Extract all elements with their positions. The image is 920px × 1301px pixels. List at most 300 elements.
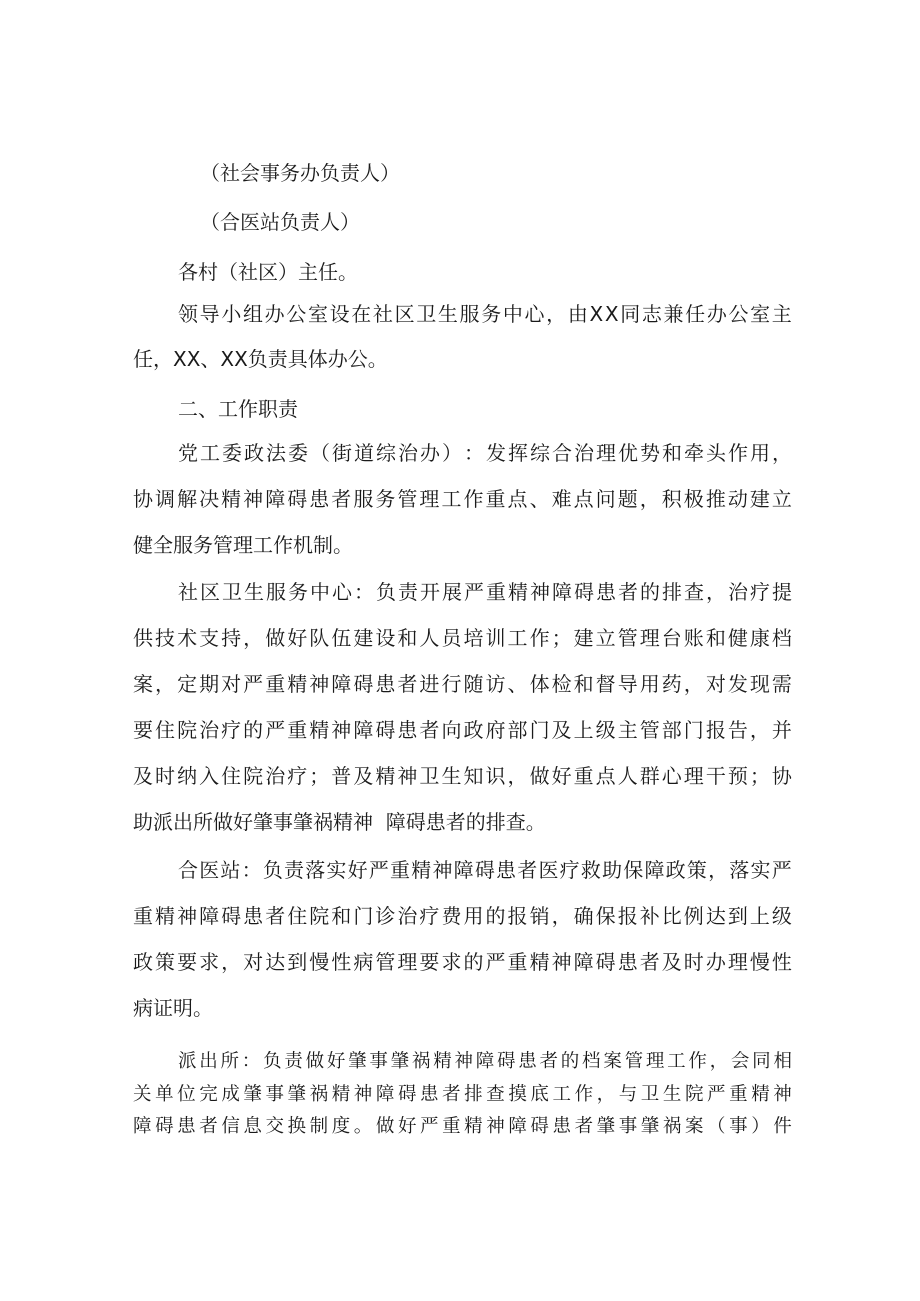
text-char: 事 xyxy=(265,1084,284,1105)
text-char: 重 xyxy=(265,672,286,696)
text-char: ： xyxy=(241,858,262,882)
text-char: 工 xyxy=(667,1051,686,1072)
text-char: 例 xyxy=(683,904,704,928)
text-char: 需 xyxy=(771,672,792,696)
text-char: 神 xyxy=(397,764,418,788)
text-char: 、 xyxy=(529,487,550,511)
text-char: 者 xyxy=(199,1116,218,1137)
text-char: 在 xyxy=(351,302,372,326)
text-char: 负 xyxy=(262,858,283,882)
text-char: 健 xyxy=(727,626,748,650)
text-char: 理 xyxy=(683,764,704,788)
text-char: 精 xyxy=(155,904,176,928)
text-char: 挥 xyxy=(508,441,528,465)
text-char: 卫 xyxy=(416,302,437,326)
text-char: 救 xyxy=(580,858,601,882)
text-char: 患 xyxy=(309,487,330,511)
text-char: 策 xyxy=(686,858,707,882)
text-char: 严 xyxy=(420,1116,439,1137)
text-char: 者 xyxy=(618,580,638,604)
text-char: 志 xyxy=(641,302,662,326)
text-char: 底 xyxy=(530,1084,549,1105)
text-char: 积 xyxy=(661,487,682,511)
text-char: 点 xyxy=(573,487,594,511)
text-line-justified xyxy=(178,1045,792,1079)
text-char: 府 xyxy=(485,718,506,742)
text-char: 好 xyxy=(397,1116,417,1137)
text-char: 祸 xyxy=(411,1051,431,1072)
text-char: 精 xyxy=(287,672,308,696)
text-char: 严 xyxy=(243,672,264,696)
text-char: 神 xyxy=(331,718,352,742)
text-char: 作 xyxy=(463,487,484,511)
text-char: 政 xyxy=(665,858,686,882)
text-char: 肇 xyxy=(640,1116,660,1137)
text-char: 识 xyxy=(485,764,506,788)
text-char: 负 xyxy=(376,580,396,604)
text-char: 队 xyxy=(309,626,330,650)
text-char: 诊 xyxy=(375,904,396,928)
text-char: 同 xyxy=(620,302,641,326)
text-char: 社 xyxy=(372,302,393,326)
text-char: 伍 xyxy=(331,626,352,650)
text-char: 理 xyxy=(727,950,748,974)
text-char: 管 xyxy=(617,626,638,650)
text-char: 问 xyxy=(595,487,616,511)
text-line-justified xyxy=(133,621,792,655)
text-char: ， xyxy=(772,441,792,465)
text-char: 及 xyxy=(551,718,572,742)
text-char: 重 xyxy=(390,858,411,882)
text-char: 作 xyxy=(529,626,550,650)
text-char: 动 xyxy=(727,487,748,511)
text-char: 慢 xyxy=(749,950,770,974)
text-char: 好 xyxy=(287,626,308,650)
text-char: 事 xyxy=(729,1116,748,1137)
text-char: ， xyxy=(243,626,264,650)
text-line-justified xyxy=(133,713,792,747)
text-char: 碍 xyxy=(397,1084,417,1105)
text-char: 档 xyxy=(582,1051,601,1072)
text-char: 管 xyxy=(624,1051,644,1072)
text-char: 报 xyxy=(705,718,726,742)
text-char: 提 xyxy=(772,580,792,604)
text-char: 求 xyxy=(441,950,462,974)
text-char: 级 xyxy=(771,904,792,928)
text-char: 立 xyxy=(595,626,616,650)
text-char: 好 xyxy=(326,1051,346,1072)
text-char: ： xyxy=(464,441,484,465)
text-char: 精 xyxy=(331,1084,351,1105)
text-char: 对 xyxy=(221,672,242,696)
text-char: 做 xyxy=(305,1051,325,1072)
text-char: 严 xyxy=(485,950,506,974)
text-char: 治 xyxy=(265,764,286,788)
text-char: 纳 xyxy=(177,764,198,788)
text-char: 祸 xyxy=(309,1084,329,1105)
text-char: 位 xyxy=(177,1084,196,1105)
text-char: ） xyxy=(751,1116,770,1137)
text-char: 上 xyxy=(573,718,594,742)
text-char: 卫 xyxy=(640,1084,660,1105)
text-char: 碍 xyxy=(353,672,374,696)
text-char: 患 xyxy=(420,1084,439,1105)
text-char: （ xyxy=(707,1116,726,1137)
text-char: 药 xyxy=(661,672,682,696)
text-char: 理 xyxy=(419,487,440,511)
text-char: 性 xyxy=(771,950,792,974)
text-char: 务 xyxy=(481,302,502,326)
text-char: 普 xyxy=(331,764,352,788)
text-char: 神 xyxy=(773,1084,792,1105)
text-char: 综 xyxy=(376,441,396,465)
text-char: 极 xyxy=(683,487,704,511)
text-line-justified xyxy=(133,899,792,933)
text-char: 神 xyxy=(309,672,330,696)
text-char: 设 xyxy=(375,626,396,650)
text-line-justified xyxy=(133,1110,792,1144)
text-char: 工 xyxy=(441,487,462,511)
text-char: 障 xyxy=(375,1084,395,1105)
text-line-justified xyxy=(178,575,792,609)
text-char: 障 xyxy=(133,1116,152,1137)
text-char: 碍 xyxy=(221,904,242,928)
text-char: 肇 xyxy=(243,1084,262,1105)
text-char: 调 xyxy=(155,487,176,511)
text-char: 出 xyxy=(199,1051,218,1072)
text-char: 重 xyxy=(287,718,308,742)
text-char: 账 xyxy=(683,626,704,650)
text-char: 小 xyxy=(221,302,242,326)
text-char: 责 xyxy=(284,1051,303,1072)
text-char: 重 xyxy=(486,580,506,604)
text-char: 案 xyxy=(603,1051,622,1072)
text-char: 神 xyxy=(454,1051,473,1072)
text-char: 者 xyxy=(331,487,352,511)
text-char: 党 xyxy=(178,441,198,465)
text-char: ， xyxy=(709,1051,729,1072)
text-char: 点 xyxy=(595,764,616,788)
text-line-justified xyxy=(178,297,792,331)
text-char: 费 xyxy=(441,904,462,928)
text-char: 要 xyxy=(133,718,153,742)
text-char: 主 xyxy=(617,718,638,742)
text-char: 员 xyxy=(441,626,462,650)
text-char: 台 xyxy=(661,626,682,650)
text-char: 事 xyxy=(618,1116,638,1137)
text-char: 患 xyxy=(375,672,396,696)
text-char: 门 xyxy=(353,904,374,928)
text-char: 办 xyxy=(420,441,440,465)
text-char: 医 xyxy=(199,858,220,882)
text-char: 度 xyxy=(331,1116,351,1137)
text-char: 用 xyxy=(639,672,660,696)
text-char: 的 xyxy=(243,718,264,742)
text-char: ； xyxy=(309,764,330,788)
text-char: 好 xyxy=(347,858,368,882)
text-char: 精 xyxy=(411,858,432,882)
text-char: 查 xyxy=(486,1084,505,1105)
text-char: 病 xyxy=(353,950,374,974)
text-char: 障 xyxy=(453,858,474,882)
text-char: 换 xyxy=(287,1116,307,1137)
text-char: 院 xyxy=(177,718,198,742)
text-char: 组 xyxy=(242,302,263,326)
text-char: ， xyxy=(221,950,242,974)
text-char: 设 xyxy=(329,302,350,326)
text-char: 工 xyxy=(200,441,220,465)
text-char: 重 xyxy=(133,904,153,928)
text-line-justified xyxy=(178,853,792,887)
text-char: 群 xyxy=(639,764,660,788)
text-char: 头 xyxy=(706,441,726,465)
text-char: 时 xyxy=(155,764,176,788)
text-char: 重 xyxy=(573,764,594,788)
text-char: 障 xyxy=(644,858,665,882)
text-char: 严 xyxy=(368,858,389,882)
text-char: 干 xyxy=(705,764,726,788)
text-char: 委 xyxy=(222,441,242,465)
text-char: 院 xyxy=(684,1084,704,1105)
text-char: 做 xyxy=(375,1116,395,1137)
text-char: 住 xyxy=(287,904,308,928)
text-char: 件 xyxy=(773,1116,792,1137)
text-char: 理 xyxy=(596,441,616,465)
text-char: 街 xyxy=(332,441,352,465)
text-char: 理 xyxy=(645,1051,665,1072)
text-char: 卫 xyxy=(419,764,440,788)
text-char: 相 xyxy=(773,1051,792,1072)
text-char: 责 xyxy=(284,858,305,882)
text-char: 求 xyxy=(199,950,220,974)
text-char: 重 xyxy=(729,1084,748,1105)
text-char: 和 xyxy=(662,441,682,465)
text-char: 住 xyxy=(221,764,242,788)
text-char: ， xyxy=(507,764,528,788)
text-char: 精 xyxy=(508,580,528,604)
text-char: 。 xyxy=(353,1116,373,1137)
text-char: 的 xyxy=(560,1051,580,1072)
text-char: 法 xyxy=(266,441,286,465)
text-char: 患 xyxy=(518,1051,537,1072)
text-char: 点 xyxy=(507,487,528,511)
text-char: 政 xyxy=(463,718,484,742)
text-char: 政 xyxy=(133,950,153,974)
text-char: 案 xyxy=(133,672,153,696)
text-char: 会 xyxy=(730,1051,750,1072)
text-char: 、 xyxy=(507,672,528,696)
text-char: 心 xyxy=(524,302,545,326)
text-char: 生 xyxy=(662,1084,682,1105)
text-char: 严 xyxy=(265,718,286,742)
text-char: 管 xyxy=(375,950,396,974)
text-char: 政 xyxy=(244,441,264,465)
text-char: 牵 xyxy=(684,441,704,465)
text-char: 障 xyxy=(573,950,594,974)
text-char: 到 xyxy=(287,950,308,974)
text-char: 患 xyxy=(552,1116,571,1137)
text-char: 做 xyxy=(265,626,286,650)
text-char: 精 xyxy=(464,1116,483,1137)
text-char: 治 xyxy=(398,441,418,465)
text-char: 治 xyxy=(728,580,748,604)
text-char: 检 xyxy=(551,672,572,696)
text-char: 精 xyxy=(751,1084,770,1105)
text-char: 档 xyxy=(771,626,792,650)
text-char: 理 xyxy=(639,626,660,650)
text-char: 患 xyxy=(397,718,418,742)
text-char: 严 xyxy=(771,858,792,882)
text-char: 合 xyxy=(552,441,572,465)
text-char: 报 xyxy=(507,904,528,928)
text-char: 神 xyxy=(243,487,264,511)
text-char: 对 xyxy=(243,950,264,974)
text-char: 和 xyxy=(397,626,418,650)
text-char: 重 xyxy=(507,950,528,974)
text-char: 肇 xyxy=(390,1051,410,1072)
text-char: 信 xyxy=(221,1116,240,1137)
text-char: 解 xyxy=(177,487,198,511)
text-char: 单 xyxy=(155,1084,174,1105)
text-char: 严 xyxy=(707,1084,726,1105)
text-char: 交 xyxy=(265,1116,284,1137)
text-char: 服 xyxy=(353,487,374,511)
text-char: 成 xyxy=(221,1084,240,1105)
text-char: 派 xyxy=(178,1051,197,1072)
text-char: ） xyxy=(442,441,462,465)
text-char: 查 xyxy=(684,580,704,604)
text-char: 障 xyxy=(265,487,286,511)
text-char: 题 xyxy=(617,487,638,511)
text-char: 确 xyxy=(573,904,594,928)
text-char: 协 xyxy=(133,487,153,511)
text-char: 精 xyxy=(529,950,550,974)
text-char: 责 xyxy=(398,580,418,604)
text-char: 碍 xyxy=(496,1051,516,1072)
text-char: 站 xyxy=(220,858,241,882)
text-char: 并 xyxy=(771,718,792,742)
text-char: 主 xyxy=(771,302,792,326)
text-char: 重 xyxy=(442,1116,461,1137)
text-char: 开 xyxy=(420,580,440,604)
text-char: 训 xyxy=(485,626,506,650)
text-char: 疗 xyxy=(419,904,440,928)
text-char: 治 xyxy=(397,904,418,928)
text-char: 门 xyxy=(529,718,550,742)
text-char: 室 xyxy=(750,302,771,326)
text-char: 综 xyxy=(530,441,550,465)
text-char: 障 xyxy=(331,672,352,696)
text-char: 服 xyxy=(459,302,480,326)
text-char: 支 xyxy=(199,626,220,650)
text-char: 立 xyxy=(771,487,792,511)
text-char: 好 xyxy=(551,764,572,788)
text-char: 定 xyxy=(177,672,198,696)
text-char: 神 xyxy=(530,580,550,604)
text-char: 报 xyxy=(617,904,638,928)
text-char: 做 xyxy=(529,764,550,788)
text-char: 者 xyxy=(442,1084,461,1105)
text-char: 重 xyxy=(485,487,506,511)
text-char: 碍 xyxy=(474,858,495,882)
text-char: 公 xyxy=(286,302,307,326)
text-char: ； xyxy=(749,764,770,788)
text-char: 随 xyxy=(463,672,484,696)
text-char: 比 xyxy=(661,904,682,928)
text-char: 期 xyxy=(199,672,220,696)
text-char: 神 xyxy=(353,1084,373,1105)
text-char: 级 xyxy=(595,718,616,742)
text-char: 访 xyxy=(485,672,506,696)
text-line: （合医站负责人） xyxy=(200,210,360,234)
text-char: 制 xyxy=(309,1116,329,1137)
text-char: 上 xyxy=(749,904,770,928)
text-char: 者 xyxy=(517,858,538,882)
text-char: 补 xyxy=(639,904,660,928)
text-char: 人 xyxy=(419,626,440,650)
text-char: 作 xyxy=(574,1084,594,1105)
text-char: 疗 xyxy=(559,858,580,882)
text-char: 患 xyxy=(496,858,517,882)
text-char: ， xyxy=(551,904,572,928)
text-char: 患 xyxy=(177,1116,196,1137)
text-char: 慢 xyxy=(309,950,330,974)
text-char: 院 xyxy=(243,764,264,788)
text-char: 疗 xyxy=(287,764,308,788)
text-char: 兼 xyxy=(663,302,684,326)
text-char: 知 xyxy=(463,764,484,788)
text-line-justified xyxy=(133,945,792,979)
text-char: 培 xyxy=(463,626,484,650)
text-char: 障 xyxy=(475,1051,495,1072)
text-char: X xyxy=(589,302,604,326)
text-char: 障 xyxy=(199,904,220,928)
text-char: ： xyxy=(241,1051,261,1072)
text-char: ； xyxy=(551,626,572,650)
text-char: 精 xyxy=(433,1051,452,1072)
text-char: ， xyxy=(708,858,729,882)
text-char: 用 xyxy=(463,904,484,928)
text-char: 协 xyxy=(771,764,792,788)
text-char: 所 xyxy=(220,1051,240,1072)
text-char: 部 xyxy=(507,718,528,742)
text-char: 疗 xyxy=(221,718,242,742)
text-char: ， xyxy=(706,580,726,604)
text-char: 神 xyxy=(432,858,453,882)
text-char: 公 xyxy=(728,302,749,326)
text-char: 导 xyxy=(199,302,220,326)
text-char: 领 xyxy=(178,302,198,326)
text-char: 排 xyxy=(464,1084,483,1105)
text-char: 工 xyxy=(507,626,528,650)
text-char: 落 xyxy=(729,858,750,882)
text-char: 与 xyxy=(618,1084,638,1105)
text-char: 入 xyxy=(199,764,220,788)
text-char: 办 xyxy=(264,302,285,326)
text-char: ， xyxy=(596,1084,616,1105)
text-char: 社 xyxy=(178,580,198,604)
text-char: 者 xyxy=(397,672,418,696)
text-char: 服 xyxy=(266,580,286,604)
text-char: 行 xyxy=(441,672,462,696)
text-line-justified xyxy=(133,1078,792,1112)
text-char: 精 xyxy=(309,718,330,742)
text-char: 碍 xyxy=(574,580,594,604)
text-char: 中 xyxy=(310,580,330,604)
text-char: 案 xyxy=(684,1116,704,1137)
text-char: 建 xyxy=(573,626,594,650)
text-char: 办 xyxy=(705,950,726,974)
